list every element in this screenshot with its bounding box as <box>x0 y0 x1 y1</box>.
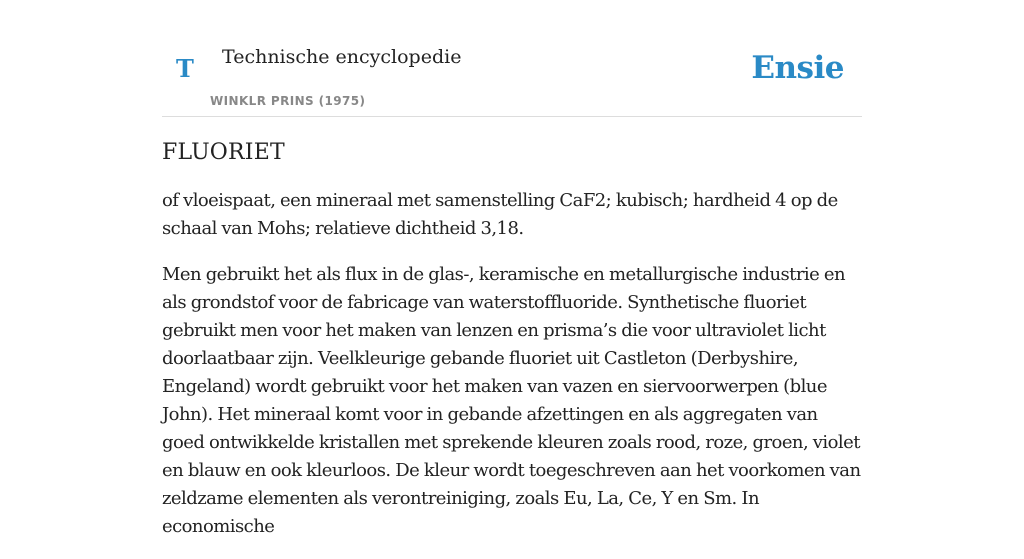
book-title-link[interactable]: Technische encyclopedie <box>222 46 462 68</box>
entry-paragraph-1: of vloeispaat, een mineraal met samenstelling CaF2; kubisch; hardheid 4 op de schaal van Mohs; relatieve dichtheid 3,18. <box>162 190 838 239</box>
book-subtitle: WINKLR PRINS (1975) <box>210 94 366 108</box>
entry-content <box>162 140 862 559</box>
ensie-brand-logo[interactable]: Ensie <box>751 50 844 86</box>
entry-paragraph-2: Men gebruikt het als flux in de glas-, keramische en metallurgische industrie en als grondstof voor de fabricage van waterstoffluoride. Synthetische fluoriet gebruikt men voor het maken van lenzen en prisma’s die voor ultraviolet licht doorlaatbaar zijn. Veelkleurige gebande fluoriet uit Castleton (Derbyshire, Engeland) wordt gebruikt voor het maken van vazen en siervoorwerpen (blue John). Het mineraal komt voor in gebande afzettingen en als aggregaten van goed ontwikkelde kristallen met sprekende kleuren zoals rood, roze, groen, violet en blauw en ook kleurloos. De kleur wordt toegeschreven aan het voorkomen van zeldzame elementen als verontreiniging, zoals Eu, La, Ce, Y en Sm. In economische <box>162 264 861 537</box>
entry-title: FLUORIET <box>162 140 285 165</box>
book-header <box>162 0 862 117</box>
book-logo-icon[interactable]: T <box>176 54 194 83</box>
